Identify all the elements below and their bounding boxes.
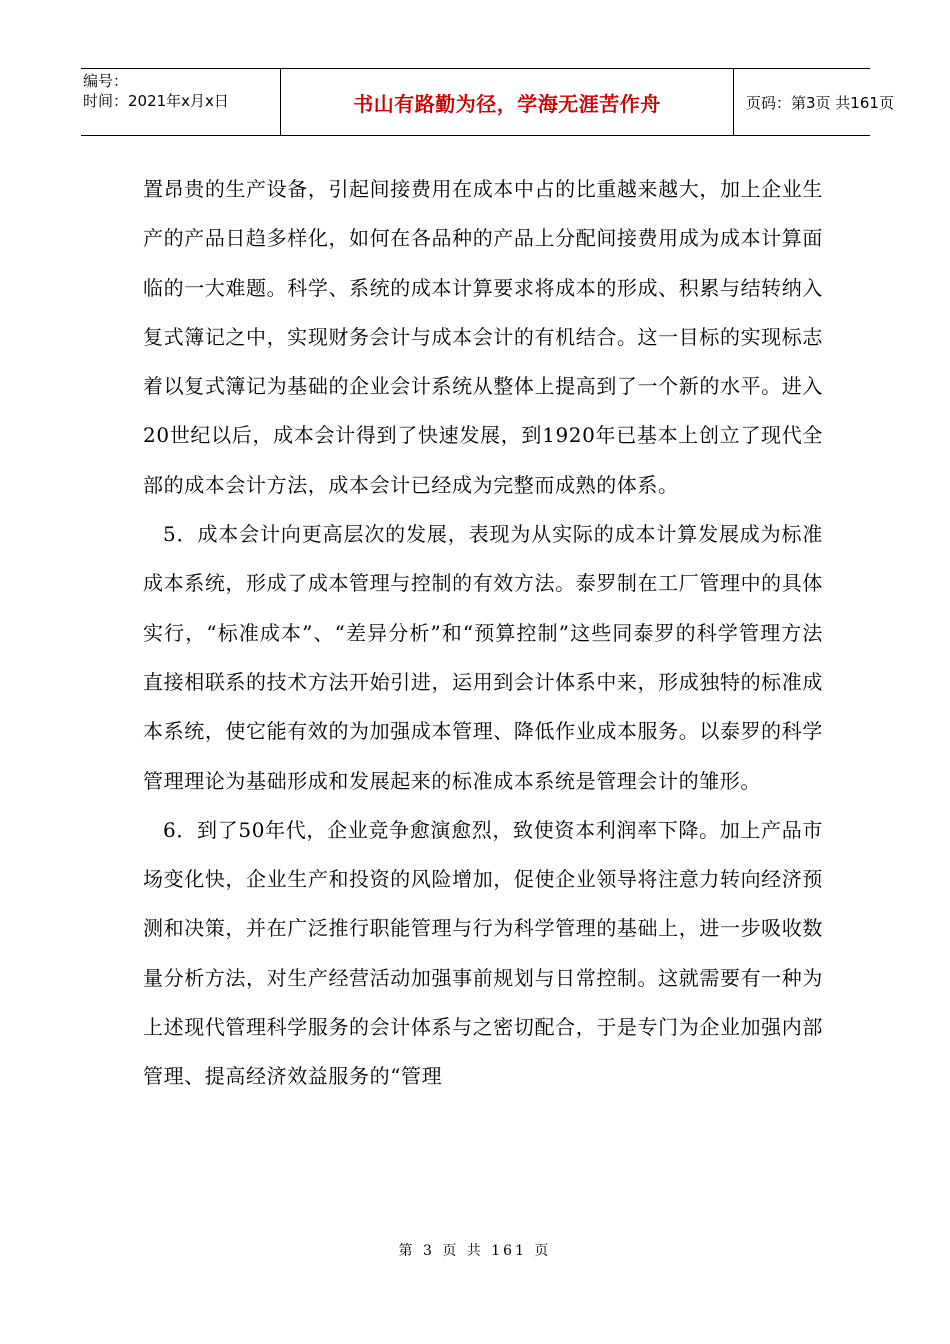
page-header (81, 68, 894, 136)
document-body (143, 165, 823, 1102)
header-page-number-cell (734, 69, 894, 135)
header-motto: 书山有路勤为径，学海无涯苦作舟 (353, 91, 661, 116)
header-meta (81, 69, 281, 135)
document-date: 时间：2021年x月x日 (83, 92, 229, 110)
header-page-number: 页码：第3页 共161页 (746, 93, 894, 112)
page-footer: 第 3 页 共 161 页 (398, 1243, 552, 1259)
header-motto-cell (281, 69, 734, 135)
paragraph-continued: 置昂贵的生产设备，引起间接费用在成本中占的比重越来越大，加上企业生产的产品日趋多样化，如何在各品种的产品上分配间接费用成为成本计算面临的一大难题。科学、系统的成本计算要求将成本的形成、积累与结转纳入复式簿记之中，实现财务会计与成本会计的有机结合。这一目标的实现标志着以复式簿记为基础的企业会计系统从整体上提高到了一个新的水平。进入20世纪以后，成本会计得到了快速发展，到1920年已基本上创立了现代全部的成本会计方法，成本会计已经成为完整而成熟的体系。 (143, 177, 823, 497)
paragraph-item-5: 5．成本会计向更高层次的发展，表现为从实际的成本计算发展成为标准成本系统，形成了成本管理与控制的有效方法。泰罗制在工厂管理中的具体实行，“标准成本”、“差异分析”和“预算控制”这些同泰罗的科学管理方法直接相联系的技术方法开始引进，运用到会计体系中来，形成独特的标准成本系统，使它能有效的为加强成本管理、降低作业成本服务。以泰罗的科学管理理论为基础形成和发展起来的标准成本系统是管理会计的雏形。 (143, 522, 823, 793)
paragraph-item-6: 6．到了50年代，企业竞争愈演愈烈，致使资本利润率下降。加上产品市场变化快，企业生产和投资的风险增加，促使企业领导将注意力转向经济预测和决策，并在广泛推行职能管理与行为科学管理的基础上，进一步吸收数量分析方法，对生产经营活动加强事前规划与日常控制。这就需要有一种为上述现代管理科学服务的会计体系与之密切配合，于是专门为企业加强内部管理、提高经济效益服务的“管理 (143, 817, 823, 1089)
document-number-label: 编号： (83, 72, 129, 90)
